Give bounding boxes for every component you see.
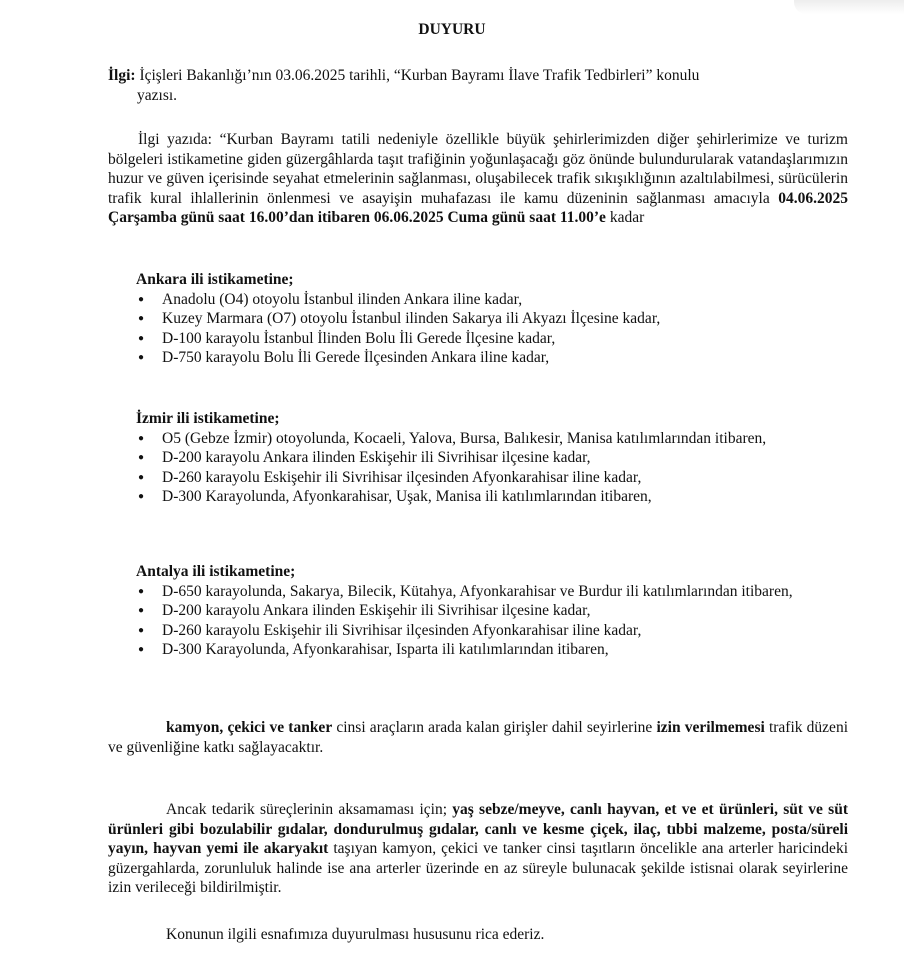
section-heading: İzmir ili istikametine; (136, 410, 280, 427)
intro-tail: kadar (605, 209, 645, 226)
route-item: ● D-300 Karayolunda, Afyonkarahisar, Isparta ili katılımlarından itibaren, (136, 640, 848, 660)
restriction-emphasis: izin verilmemesi (656, 719, 765, 736)
restriction-tail: trafik düzeni ve güvenliğine katkı sağlayacaktır. (108, 719, 848, 756)
closing-line: Konunun ilgili esnafımıza duyurulması hususunu rica ederiz. (166, 926, 545, 943)
section-heading: Antalya ili istikametine; (136, 563, 296, 580)
route-list (136, 290, 848, 368)
exempt-goods: yaş sebze/meyve, canlı hayvan, et ve et ürünleri, süt ve süt ürünleri gibi bozulabilir gıdalar, dondurulmuş gıdalar, canlı ve kesme çiçek, ilaç, tıbbi malzeme, posta/süreli yayın, hayvan yemi ile akaryakıt (108, 801, 848, 857)
route-item: ● D-100 karayolu İstanbul İlinden Bolu İli Gerede İlçesine kadar, (136, 329, 848, 349)
reference-text-continued: yazısı. (137, 86, 178, 104)
exception-intro: Ancak tedarik süreçlerinin aksamaması için; (166, 801, 453, 818)
route-item: ● D-750 karayolu Bolu İli Gerede İlçesinden Ankara iline kadar, (136, 348, 848, 368)
section-ankara (136, 270, 848, 368)
exception-text: taşıyan kamyon, çekici ve tanker cinsi taşıtların öncelikle ana arterler haricindeki güzergahlarda, zorunluluk halinde ise ana arterler üzerinde en az süreyle bulunacak şekilde istisnai olarak seyirlerine izin verileceği bildirilmiştir. (108, 840, 848, 896)
corner-shadow (794, 0, 904, 14)
route-item: ● Anadolu (O4) otoyolu İstanbul ilinden Ankara iline kadar, (136, 290, 848, 310)
restriction-text: cinsi araçların arada kalan girişler dahil seyirlerine (332, 719, 657, 736)
route-item: ● Kuzey Marmara (O7) otoyolu İstanbul ilinden Sakarya ili Akyazı İlçesine kadar, (136, 309, 848, 329)
route-list (136, 582, 848, 660)
intro-paragraph (108, 130, 848, 228)
intro-date-range: 04.06.2025 Çarşamba günü saat 16.00’dan itibaren 06.06.2025 Cuma günü saat 11.00’e (108, 189, 848, 226)
route-item: ● D-200 karayolu Ankara ilinden Eskişehir ili Sivrihisar ilçesine kadar, (136, 601, 848, 621)
section-antalya (136, 562, 848, 660)
route-item: ● O5 (Gebze İzmir) otoyolunda, Kocaeli, Yalova, Bursa, Balıkesir, Manisa katılımlarından itibaren, (136, 429, 848, 449)
section-heading: Ankara ili istikametine; (136, 271, 294, 288)
route-item: ● D-260 karayolu Eskişehir ili Sivrihisar ilçesinden Afyonkarahisar iline kadar, (136, 621, 848, 641)
route-item: ● D-300 Karayolunda, Afyonkarahisar, Uşak, Manisa ili katılımlarından itibaren, (136, 487, 848, 507)
route-item: ● D-650 karayolunda, Sakarya, Bilecik, Kütahya, Afyonkarahisar ve Burdur ili katılımlarından itibaren, (136, 582, 848, 602)
route-list (136, 429, 848, 507)
restriction-paragraph (108, 718, 848, 757)
route-item: ● D-260 karayolu Eskişehir ili Sivrihisar ilçesinden Afyonkarahisar iline kadar, (136, 468, 848, 488)
reference-text: İçişleri Bakanlığı’nın 03.06.2025 tarihli, “Kurban Bayramı İlave Trafik Tedbirleri” konulu (139, 67, 700, 84)
reference-label: İlgi: (108, 67, 136, 84)
vehicle-types: kamyon, çekici ve tanker (166, 719, 333, 736)
document-title: DUYURU (418, 21, 486, 38)
route-item: ● D-200 karayolu Ankara ilinden Eskişehir ili Sivrihisar ilçesine kadar, (136, 448, 848, 468)
intro-text: İlgi yazıda: “Kurban Bayramı tatili nedeniyle özellikle büyük şehirlerimizden diğer şehirlerimize ve turizm bölgeleri istikametine giden güzergâhlarda taşıt trafiğinin yoğunlaşacağı göz önünde bulundurularak vatandaşlarımızın huzur ve güven içerisinde seyahat etmelerinin sağlanması, oluşabilecek trafik sıkışıklığının azaltılabilmesi, sürücülerin trafik kural ihlallerinin önlenmesi ve asayişin muhafazası ile kamu düzeninin sağlanması amacıyla (108, 131, 848, 207)
reference-line (108, 66, 848, 105)
section-izmir (136, 409, 848, 507)
exception-paragraph (108, 800, 848, 898)
